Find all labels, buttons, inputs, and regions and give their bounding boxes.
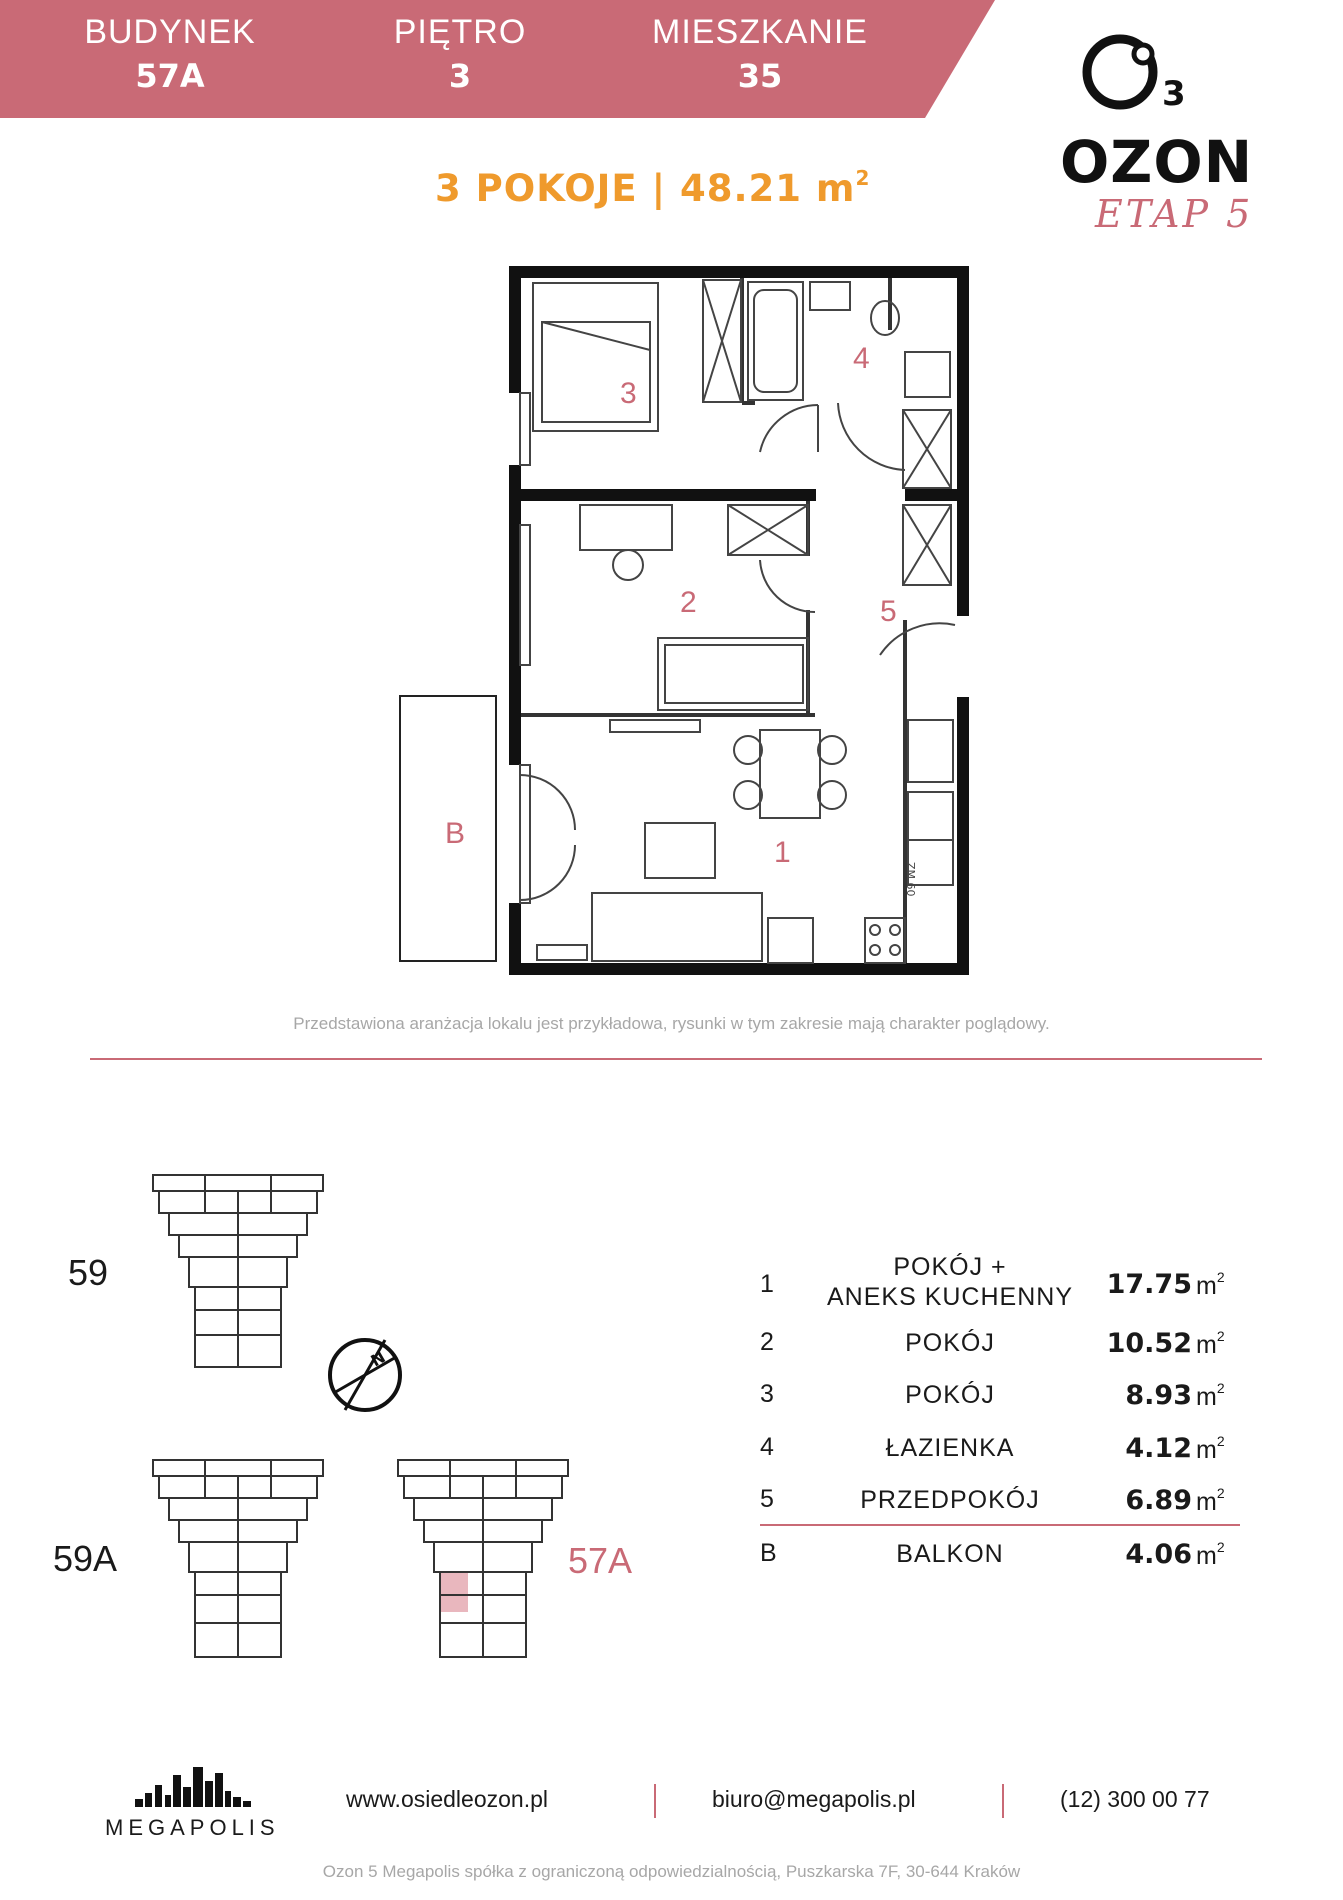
dining-chairs <box>734 736 846 809</box>
table-divider <box>760 1524 1240 1526</box>
website-link[interactable]: www.osiedleozon.pl <box>346 1786 549 1812</box>
room-area: 8.93 <box>1125 1380 1192 1411</box>
room-row-balcony <box>760 1539 1240 1589</box>
room-name-line2: ANEKS KUCHENNY <box>827 1283 1073 1311</box>
room-name: POKÓJ <box>905 1329 995 1357</box>
building-info <box>40 10 300 98</box>
apartment-label: MIESZKANIE <box>652 13 868 51</box>
room-area-unit: $m^2$ <box>1196 1539 1225 1570</box>
floor-info <box>330 10 590 98</box>
apartment-value: 35 <box>737 57 783 95</box>
megapolis-skyline-icon <box>133 1765 253 1811</box>
room-area: 17.75 <box>1106 1269 1192 1300</box>
kitchen-units <box>768 720 953 963</box>
room-area-unit: $m^2$ <box>1196 1433 1225 1464</box>
room-area-unit: $m^2$ <box>1196 1485 1225 1516</box>
building-label-59a: 59A <box>53 1538 118 1579</box>
room-area-unit: $m^2$ <box>1196 1269 1225 1300</box>
side-cabinet <box>537 945 587 960</box>
bed-3 <box>533 283 658 431</box>
section-divider <box>90 1058 1262 1060</box>
footer-separator <box>654 1784 656 1818</box>
stage-label: ETAP 5 <box>1095 192 1254 236</box>
apartment-info <box>630 10 890 98</box>
room-area-unit: $m^2$ <box>1196 1380 1225 1411</box>
summary-separator: | <box>651 167 667 210</box>
floor-label: PIĘTRO <box>393 13 527 51</box>
room-row <box>760 1380 1240 1430</box>
room-number-3: 3 <box>620 377 637 410</box>
ozon-logo <box>1050 30 1270 240</box>
tv-unit <box>610 720 700 732</box>
balcony-letter: B <box>445 817 466 850</box>
room-name: ŁAZIENKA <box>885 1434 1015 1462</box>
room-area: 10.52 <box>1106 1328 1192 1359</box>
building-value: 57A <box>135 57 205 95</box>
chair-2 <box>613 550 643 580</box>
apartment-summary <box>435 166 915 210</box>
room-name: PRZEDPOKÓJ <box>860 1486 1040 1514</box>
appliance-label: ZM 60 <box>904 862 917 897</box>
room-no: B <box>760 1539 777 1567</box>
sofa <box>592 893 762 961</box>
room-area: 4.06 <box>1125 1539 1192 1570</box>
bed-2 <box>658 638 808 710</box>
walls <box>509 266 969 975</box>
rooms-count: 3 POKOJE <box>435 167 638 210</box>
washing-machine <box>905 352 950 397</box>
building-label-59: 59 <box>68 1252 109 1293</box>
room-row <box>760 1485 1240 1535</box>
total-area-unit-sup: 2 <box>855 166 871 190</box>
room-row <box>760 1433 1240 1483</box>
room-row <box>760 1328 1240 1378</box>
room-name: POKÓJ <box>905 1381 995 1409</box>
desk-2 <box>580 505 672 550</box>
floor-value: 3 <box>448 57 472 95</box>
building-label-57a: 57A <box>568 1540 633 1581</box>
apartment-highlight <box>440 1572 468 1612</box>
megapolis-logo-text: MEGAPOLIS <box>105 1815 280 1840</box>
phone-number[interactable]: (12) 300 00 77 <box>1060 1786 1210 1812</box>
room-row <box>760 1252 1240 1312</box>
building-59-plan <box>145 1170 330 1385</box>
room-area: 4.12 <box>1125 1433 1192 1464</box>
room-area-unit: $m^2$ <box>1196 1328 1225 1359</box>
email-link[interactable]: biuro@megapolis.pl <box>712 1786 916 1812</box>
wardrobe-3 <box>703 280 741 402</box>
building-59a-plan <box>145 1455 330 1675</box>
room-number-4: 4 <box>853 342 870 375</box>
room-number-5: 5 <box>880 595 897 628</box>
room-no: 2 <box>760 1328 774 1356</box>
bathtub <box>748 282 803 400</box>
room-area: 6.89 <box>1125 1485 1192 1516</box>
floor-plan <box>390 255 980 995</box>
wardrobe-2 <box>728 505 808 555</box>
total-area: 48.21 m <box>680 167 856 210</box>
dining-table <box>760 730 820 818</box>
room-name: BALKON <box>896 1540 1004 1568</box>
room-name-line1: POKÓJ + <box>893 1253 1007 1281</box>
room-no: 5 <box>760 1485 774 1513</box>
logo-sub-digit: 3 <box>1162 74 1186 114</box>
doors <box>520 403 955 900</box>
building-label: BUDYNEK <box>84 13 256 51</box>
compass-icon <box>325 1335 405 1415</box>
room-name <box>805 1252 1095 1312</box>
brand-name: OZON <box>1060 128 1254 196</box>
room-no: 4 <box>760 1433 774 1461</box>
footer-separator <box>1002 1784 1004 1818</box>
washbasin <box>810 282 850 310</box>
plan-disclaimer: Przedstawiona aranżacja lokalu jest przykładowa, rysunki w tym zakresie mają charakter poglądowy. <box>293 1014 1050 1033</box>
room-number-1: 1 <box>774 836 791 869</box>
compass-north-letter: N <box>367 1347 389 1371</box>
room-no: 1 <box>760 1270 774 1298</box>
building-57a-plan <box>390 1455 575 1675</box>
company-address: Ozon 5 Megapolis spółka z ograniczoną odpowiedzialnością, Puszkarska 7F, 30-644 Kraków <box>322 1862 1021 1881</box>
toilet <box>871 301 899 335</box>
room-number-2: 2 <box>680 586 697 619</box>
o3-logo-icon <box>1050 30 1270 140</box>
room-no: 3 <box>760 1380 774 1408</box>
coffee-table <box>645 823 715 878</box>
